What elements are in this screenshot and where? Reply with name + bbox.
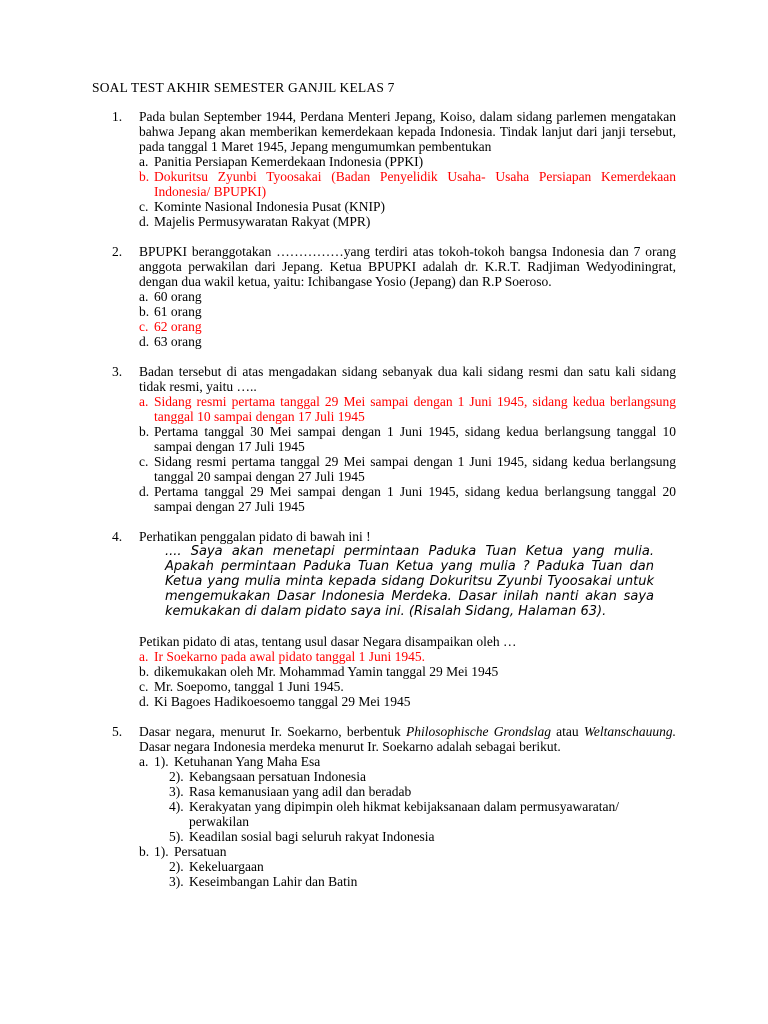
option-label: d. [139,484,150,499]
question-stem: Badan tersebut di atas mengadakan sidang sebanyak dua kali sidang resmi dan satu kali sidang tidak resmi, yaitu ….. [139,364,676,394]
question-stem [139,724,676,754]
question-body [139,529,676,709]
question-stem: Perhatikan penggalan pidato di bawah ini ! [139,529,371,544]
question-4 [92,529,676,709]
option-label: c. [139,319,149,334]
stem-part: Dasar negara Indonesia merdeka menurut Ir. Soekarno adalah sebagai berikut. [139,739,561,754]
option-c [139,679,676,694]
item-number: 2). [169,859,184,874]
stem-part: Dasar negara, menurut Ir. Soekarno, berbentuk [139,724,407,739]
option-text: Sidang resmi pertama tanggal 29 Mei sampai dengan 1 Juni 1945, sidang kedua berlangsung tanggal 10 sampai dengan 17 Juli 1945 [154,394,676,424]
stem-part: atau [550,724,584,739]
stem-term-weltanschauung: Weltanschauung. [583,724,676,739]
option-text: Kominte Nasional Indonesia Pusat (KNIP) [154,199,385,214]
item-text: Persatuan [174,844,227,859]
item-text: Keseimbangan Lahir dan Batin [189,874,358,889]
item-text: Kekeluargaan [189,859,264,874]
option-a [139,289,676,304]
page-title: SOAL TEST AKHIR SEMESTER GANJIL KELAS 7 [92,80,395,95]
list-item [154,874,676,889]
stem-term-grondslag: Philosophische Grondslag [406,724,551,739]
option-b [139,424,676,454]
option-label: d. [139,694,150,709]
question-5 [92,724,676,889]
option-d [139,484,676,514]
option-label: c. [139,454,149,469]
option-text: Sidang resmi pertama tanggal 29 Mei sampai dengan 1 Juni 1945, sidang kedua berlangsung tanggal 20 sampai dengan 27 Juli 1945 [154,454,676,484]
option-text: Pertama tanggal 29 Mei sampai dengan 1 Juni 1945, sidang kedua berlangsung tanggal 20 sampai dengan 27 Juli 1945 [154,484,676,514]
option-text: dikemukakan oleh Mr. Mohammad Yamin tanggal 29 Mei 1945 [154,664,499,679]
question-number: 3. [112,364,123,379]
item-text: Kerakyatan yang dipimpin oleh hikmat kebijaksanaan dalam permusyawaratan/ [189,799,619,814]
question-number: 4. [112,529,123,544]
option-label: c. [139,199,149,214]
question-number: 1. [112,109,123,124]
list-item [154,799,676,814]
item-text: Kebangsaan persatuan Indonesia [189,769,366,784]
speech-quote: .... Saya akan menetapi permintaan Paduka Tuan Ketua yang mulia. Apakah permintaan Paduka Tuan Ketua yang mulia ? Paduka Tuan dan Ketua yang mulia minta kepada sidang Dokuritsu Zyunbi Tyoosakai untuk mengemukakan Dasar Indonesia Merdeka. Dasar inilah nanti akan saya kemukakan di dalam pidato saya ini. (Risalah Sidang, Halaman 63). [165,544,654,619]
option-a-answer [139,394,676,424]
option-label: b. [139,304,150,319]
question-1 [92,109,676,229]
option-b [139,844,676,889]
list-item [154,829,676,844]
item-number: 4). [169,799,184,814]
list-item [154,859,676,874]
option-text: Majelis Permusywaratan Rakyat (MPR) [154,214,371,229]
item-number: 2). [169,769,184,784]
option-list [154,754,676,844]
option-d [139,214,676,229]
option-c-answer [139,319,676,334]
option-label: a. [139,289,149,304]
item-continuation: perwakilan [189,814,249,829]
question-number: 2. [112,244,123,259]
item-number: 1). [154,754,169,769]
list-item [154,769,676,784]
option-b [139,304,676,319]
list-item [154,784,676,799]
option-a [139,754,676,844]
option-text: 61 orang [154,304,202,319]
item-number: 5). [169,829,184,844]
question-2 [92,244,676,349]
option-text: 62 orang [154,319,202,334]
question-body [139,364,676,514]
option-label: c. [139,679,149,694]
option-text: Pertama tanggal 30 Mei sampai dengan 1 Juni 1945, sidang kedua berlangsung tanggal 10 sampai dengan 17 Juli 1945 [154,424,676,454]
option-list [154,844,676,889]
list-item [154,754,676,769]
question-body [139,244,676,349]
option-label: a. [139,394,149,409]
item-number: 3). [169,874,184,889]
option-text: Mr. Soepomo, tanggal 1 Juni 1945. [154,679,344,694]
option-label: a. [139,649,149,664]
option-text: Ir Soekarno pada awal pidato tanggal 1 Juni 1945. [154,649,426,664]
option-text: 63 orang [154,334,202,349]
option-label: d. [139,214,150,229]
question-body [139,724,676,889]
option-label: b. [139,424,150,439]
option-c [139,199,676,214]
question-prompt: Petikan pidato di atas, tentang usul dasar Negara disampaikan oleh … [139,634,517,649]
option-text: Panitia Persiapan Kemerdekaan Indonesia (PPKI) [154,154,424,169]
item-text: Keadilan sosial bagi seluruh rakyat Indonesia [189,829,435,844]
option-label: a. [139,754,149,769]
item-number: 3). [169,784,184,799]
question-body [139,109,676,229]
option-label: a. [139,154,149,169]
question-number: 5. [112,724,123,739]
option-c [139,454,676,484]
option-b [139,664,676,679]
option-a-answer [139,649,676,664]
list-item [154,844,676,859]
option-label: b. [139,169,150,184]
option-text: Dokuritsu Zyunbi Tyoosakai (Badan Penyelidik Usaha- Usaha Persiapan Kemerdekaan Indonesia/ BPUPKI) [154,169,676,199]
question-stem: Pada bulan September 1944, Perdana Menteri Jepang, Koiso, dalam sidang parlemen mengatakan bahwa Jepang akan memberikan kemerdekaan kepada Indonesia. Tindak lanjut dari janji tersebut, pada tanggal 1 Maret 1945, Jepang mengumumkan pembentukan [139,109,676,154]
option-a [139,154,676,169]
option-label: b. [139,664,150,679]
option-label: b. [139,844,150,859]
option-b-answer [139,169,676,199]
option-text: 60 orang [154,289,202,304]
option-text: Ki Bagoes Hadikoesoemo tanggal 29 Mei 1945 [154,694,411,709]
item-number: 1). [154,844,169,859]
option-d [139,694,676,709]
item-text: Rasa kemanusiaan yang adil dan beradab [189,784,412,799]
question-3 [92,364,676,514]
item-text: Ketuhanan Yang Maha Esa [174,754,321,769]
option-d [139,334,676,349]
question-stem: BPUPKI beranggotakan ……………yang terdiri atas tokoh-tokoh bangsa Indonesia dan 7 orang anggota perwakilan dari Jepang. Ketua BPUPKI adalah dr. K.R.T. Radjiman Wedyodiningrat, dengan dua wakil ketua, yaitu: Ichibangase Yosio (Jepang) dan R.P Soeroso. [139,244,676,289]
option-label: d. [139,334,150,349]
